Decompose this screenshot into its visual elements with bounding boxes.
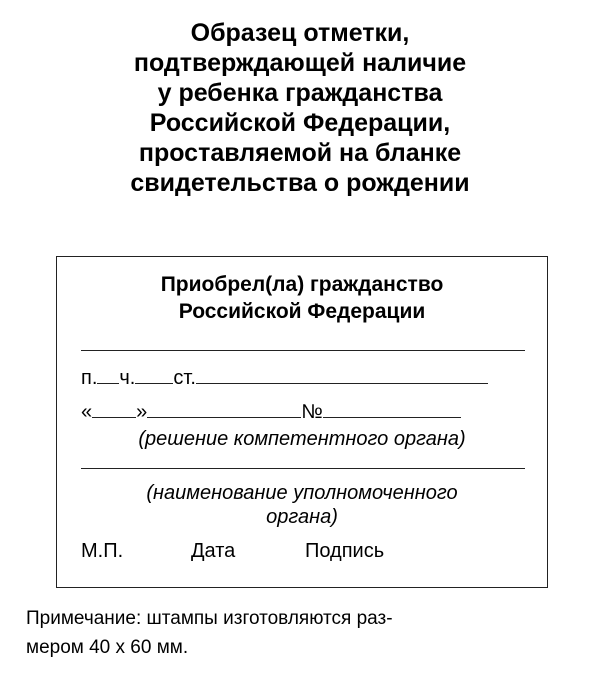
date-label: Дата: [191, 540, 236, 562]
title-line: проставляемой на бланке: [138, 139, 462, 167]
article-label: ст.: [173, 367, 196, 389]
note-line: мером 40 х 60 мм.: [26, 637, 189, 658]
heading-rule: [81, 350, 525, 351]
stamp-heading-line: Приобрел(ла) гражданство: [160, 273, 444, 296]
stamp-heading: [57, 271, 547, 325]
day-blank: [92, 399, 136, 418]
title-line: Образец отметки,: [190, 19, 410, 47]
part-blank: [135, 365, 173, 384]
point-blank: [97, 365, 119, 384]
stamp-heading-line: Российской Федерации: [178, 300, 426, 323]
title-line: свидетельства о рождении: [130, 169, 470, 197]
authority-rule: [81, 468, 525, 469]
number-blank: [323, 399, 461, 418]
article-row: [81, 365, 488, 390]
title-line: подтверждающей наличие: [133, 49, 467, 77]
title-line: Российской Федерации,: [149, 109, 451, 137]
title-line: у ребенка гражданства: [157, 79, 443, 107]
close-quote: »: [136, 401, 148, 423]
point-label: п.: [81, 367, 98, 389]
month-year-blank: [147, 399, 301, 418]
seal-label: М.П.: [81, 540, 124, 562]
authority-caption-line: органа): [266, 506, 338, 528]
date-number-row: [81, 399, 461, 424]
signature-label: Подпись: [305, 540, 385, 562]
note-line: Примечание: штампы изготовляются раз-: [26, 608, 393, 629]
note-text: [26, 604, 586, 662]
authority-caption-line: (наименование уполномоченного: [146, 482, 458, 504]
part-label: ч.: [119, 367, 136, 389]
open-quote: «: [81, 401, 93, 423]
document-title: [0, 18, 600, 198]
article-blank: [196, 365, 488, 384]
authority-caption: [57, 481, 547, 529]
decision-caption: (решение компетентного органа): [138, 428, 466, 450]
stamp-sample-box: [56, 256, 548, 588]
number-sign: №: [301, 401, 323, 423]
